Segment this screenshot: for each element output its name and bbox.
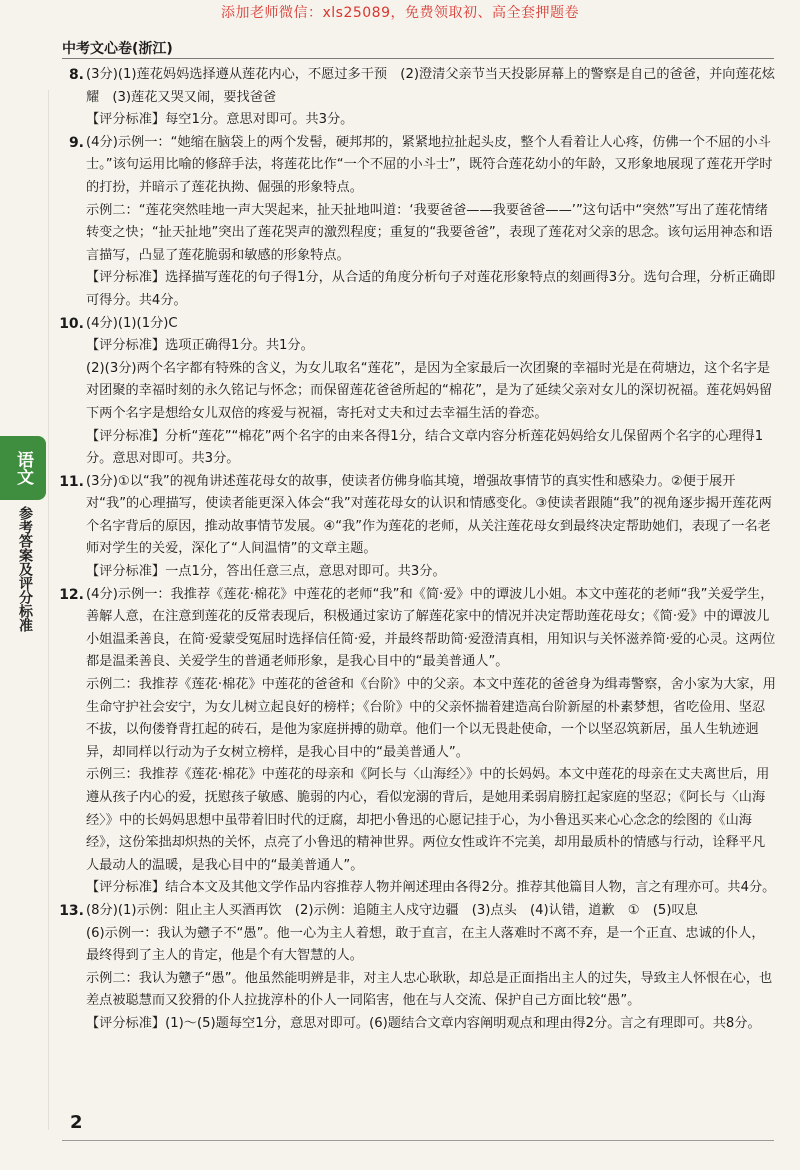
- section-label: 参考答案及评分标准: [17, 506, 33, 632]
- scoring-criteria: 【评分标准】选择描写莲花的句子得1分，从合适的角度分析句子对莲花形象特点的刻画得3分。选句合理，分析正确即可得分。共4分。: [86, 270, 776, 308]
- scoring-criteria: 【评分标准】(1)～(5)题每空1分，意思对即可。(6)题结合文章内容阐明观点和理由得2分。言之有理即可。共8分。: [86, 1015, 761, 1031]
- watermark-banner: 添加老师微信：xls25089，免费领取初、高全套押题卷: [220, 5, 579, 21]
- scoring-criteria: 【评分标准】一点1分，答出任意三点，意思对即可。共3分。: [86, 564, 446, 580]
- scoring-criteria: 【评分标准】结合本文及其他文学作品内容推荐人物并阐述理由各得2分。推荐其他篇目人物，言之有理亦可。共4分。: [86, 880, 776, 896]
- answer-paragraph: 示例二：我推荐《莲花·棉花》中莲花的爸爸和《台阶》中的父亲。本文中莲花的爸爸身为缉毒警察，舍小家为大家，用生命守护社会安宁，为女儿树立起良好的榜样；《台阶》中的父亲怀揣着建造高台阶新屋的朴素梦想，省吃俭用、坚忍不拔，以佝偻脊背扛起的砖石，是他为家庭拼搏的勋章。他们一个以无畏赴使命，一个以坚忍筑新居，虽人生轨迹迥异，却同样以行动为子女树立榜样，是我心目中的“最美普通人”。: [86, 677, 776, 760]
- answer-paragraph: (3分)①以“我”的视角讲述莲花母女的故事，使读者仿佛身临其境，增强故事情节的真实性和感染力。②便于展开对“我”的心理描写，使读者能更深入体会“我”对莲花母女的认识和情感变化。③使读者跟随“我”的视角逐步揭开莲花两个名字背后的原因，推动故事情节发展。④“我”作为莲花的老师，从关注莲花母女到最终决定帮助她们，表现了一名老师对学生的关爱，深化了“人间温情”的文章主题。: [86, 473, 772, 557]
- scoring-criteria: 【评分标准】选项正确得1分。共1分。: [86, 338, 314, 354]
- page-number: 2: [70, 1112, 83, 1133]
- scoring-criteria: 【评分标准】分析“莲花”“棉花”两个名字的由来各得1分，结合文章内容分析莲花妈妈给女儿保留两个名字的心理得1分。意思对即可。共3分。: [86, 428, 764, 467]
- answer-paragraph: (6)示例一：我认为戆子不“愚”。他一心为主人着想，敢于直言，在主人落难时不离不弃，是一个正直、忠诚的仆人，最终得到了主人的肯定，他是个有大智慧的人。: [86, 925, 765, 964]
- answer-paragraph: (4分)(1)(1分)C: [86, 315, 178, 331]
- scoring-criteria: 【评分标准】每空1分。意思对即可。共3分。: [86, 112, 354, 128]
- page-header-title: 中考文心卷(浙江): [62, 41, 173, 57]
- answer-item-12: [59, 584, 776, 900]
- answer-item-10: [59, 313, 776, 471]
- answer-item-9: [62, 132, 776, 313]
- question-number: 12.: [59, 586, 84, 603]
- question-number: 11.: [59, 473, 84, 490]
- answer-paragraph: 示例三：我推荐《莲花·棉花》中莲花的母亲和《阿长与〈山海经〉》中的长妈妈。本文中莲花的母亲在丈夫离世后，用遵从孩子内心的爱，抚慰孩子敏感、脆弱的内心，看似宠溺的背后，是她用柔弱肩膀扛起家庭的坚忍；《阿长与〈山海经〉》中的长妈妈思想中虽带着旧时代的迂腐，却把小鲁迅的心愿记挂于心，为小鲁迅买来心心念念的绘图的《山海经》，这份笨拙却炽热的关怀，点亮了小鲁迅的精神世界。两位女性或许不完美，却用最质朴的情感与行动，诠释平凡人最动人的温暖，是我心目中的“最美普通人”。: [86, 767, 770, 873]
- answer-paragraph: (4分)示例一：我推荐《莲花·棉花》中莲花的老师“我”和《简·爱》中的谭波儿小姐。本文中莲花的老师“我”关爱学生，善解人意，在注意到莲花的反常表现后，积极通过家访了解莲花家中的情况并决定帮助莲花母女；《简·爱》中的谭波儿小姐温柔善良，在简·爱蒙受冤屈时选择信任简·爱，并最终帮助简·爱澄清真相，用知识与关怀滋养简·爱的心灵。这两位都是温柔善良、关爱学生的普通老师形象，是我心目中的“最美普通人”。: [86, 586, 776, 670]
- question-number: 10.: [59, 315, 84, 332]
- answer-item-11: [59, 471, 776, 584]
- answer-paragraph: 示例二：我认为戆子“愚”。他虽然能明辨是非，对主人忠心耿耿，却总是正面指出主人的过失，导致主人怀恨在心，也差点被聪慧而又狡猾的仆人拉拢淳朴的仆人一同陷害，他在与人交流、保护自己方面比较“愚”。: [86, 970, 773, 1009]
- footer-divider: [62, 1140, 774, 1141]
- answer-paragraph: (2)(3分)两个名字都有特殊的含义，为女儿取名“莲花”，是因为全家最后一次团聚的幸福时光是在荷塘边，这个名字是对团聚的幸福时刻的永久铭记与怀念；而保留莲花爸爸所起的“棉花”，是为了延续父亲对女儿的深切祝福。莲花妈妈留下两个名字是想给女儿双倍的疼爱与祝福，寄托对丈夫和过去幸福生活的眷恋。: [86, 360, 773, 421]
- answer-paragraph: 示例二：“莲花突然哇地一声大哭起来，扯天扯地叫道：‘我要爸爸——我要爸爸——’”这句话中“突然”写出了莲花情绪转变之快；“扯天扯地”突出了莲花哭声的激烈程度；重复的“我要爸爸”，表现了莲花对父亲的思念。该句运用神态和语言描写，凸显了莲花脆弱和敏感的形象特点。: [86, 202, 773, 263]
- question-number: 9.: [68, 134, 84, 151]
- answer-paragraph: (4分)示例一：“她缩在脑袋上的两个发髻，硬邦邦的，紧紧地拉扯起头皮，整个人看着让人心疼，仿佛一个不屈的小斗士。”该句运用比喻的修辞手法，将莲花比作“一个不屈的小斗士”，既符合莲花幼小的年龄，又形象地展现了莲花开学时的打扮，并暗示了莲花执拗、倔强的形象特点。: [86, 134, 773, 195]
- answer-item-8: [62, 64, 776, 132]
- answer-paragraph: (3分)(1)莲花妈妈选择遵从莲花内心，不愿过多干预 (2)澄清父亲节当天投影屏幕上的警察是自己的爸爸，并向莲花炫耀 (3)莲花又哭又闹，要找爸爸: [86, 67, 776, 105]
- answer-content: [59, 64, 776, 1036]
- margin-line: [48, 90, 49, 1130]
- header-divider: [62, 58, 774, 59]
- answer-paragraph: (8分)(1)示例：阻止主人买酒再饮 (2)示例：追随主人戍守边疆 (3)点头 (4)认错，道歉 ① (5)叹息: [86, 902, 698, 918]
- subject-tab: 语文: [0, 436, 46, 500]
- question-number: 8.: [68, 67, 84, 83]
- answer-item-13: [59, 900, 776, 1036]
- question-number: 13.: [59, 902, 84, 919]
